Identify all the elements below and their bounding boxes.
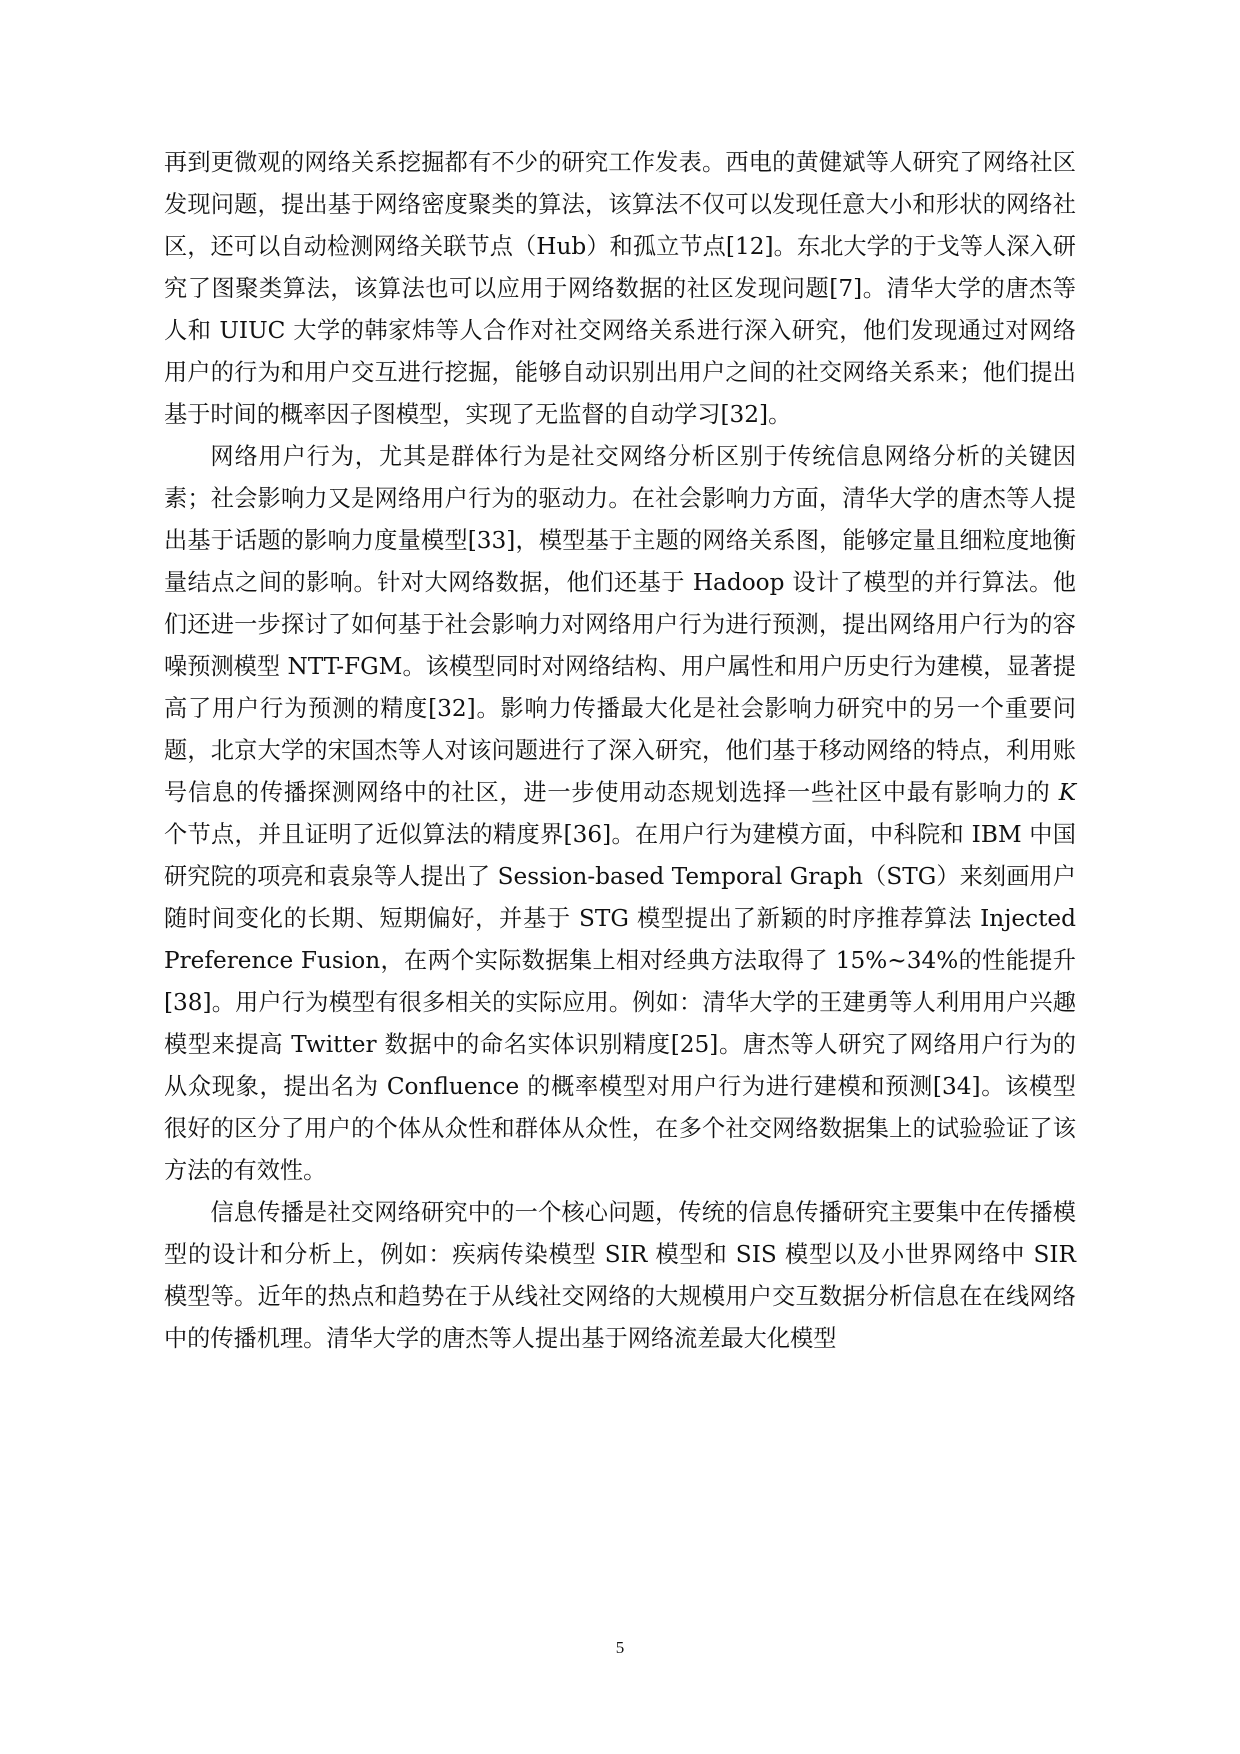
- paragraph-2: [164, 436, 1076, 1192]
- paragraph-2-part-2: 个节点，并且证明了近似算法的精度界[36]。在用户行为建模方面，中科院和 IBM 中国研究院的项亮和袁泉等人提出了 Session-based Temporal Graph（STG）来刻画用户随时间变化的长期、短期偏好，并基于 STG 模型提出了新颖的时序推荐算法 Injected Preference Fusion，在两个实际数据集上相对经典方法取得了 15%~34%的性能提升[38]。用户行为模型有很多相关的实际应用。例如：清华大学的王建勇等人利用用户兴趣模型来提高 Twitter 数据中的命名实体识别精度[25]。唐杰等人研究了网络用户行为的从众现象，提出名为 Confluence 的概率模型对用户行为进行建模和预测[34]。该模型很好的区分了用户的个体从众性和群体从众性，在多个社交网络数据集上的试验验证了该方法的有效性。: [164, 821, 1076, 1184]
- paragraph-2-part-1: 网络用户行为，尤其是群体行为是社交网络分析区别于传统信息网络分析的关键因素；社会影响力又是网络用户行为的驱动力。在社会影响力方面，清华大学的唐杰等人提出基于话题的影响力度量模型[33]，模型基于主题的网络关系图，能够定量且细粒度地衡量结点之间的影响。针对大网络数据，他们还基于 Hadoop 设计了模型的并行算法。他们还进一步探讨了如何基于社会影响力对网络用户行为进行预测，提出网络用户行为的容噪预测模型 NTT-FGM。该模型同时对网络结构、用户属性和用户历史行为建模，显著提高了用户行为预测的精度[32]。影响力传播最大化是社会影响力研究中的另一个重要问题，北京大学的宋国杰等人对该问题进行了深入研究，他们基于移动网络的特点，利用账号信息的传播探测网络中的社区，进一步使用动态规划选择一些社区中最有影响力的: [164, 443, 1076, 806]
- paragraph-3: 信息传播是社交网络研究中的一个核心问题，传统的信息传播研究主要集中在传播模型的设计和分析上，例如：疾病传染模型 SIR 模型和 SIS 模型以及小世界网络中 SIR 模型等。近年的热点和趋势在于从线社交网络的大规模用户交互数据分析信息在在线网络中的传播机理。清华大学的唐杰等人提出基于网络流差最大化模型: [164, 1199, 1076, 1352]
- variable-k: K: [1058, 779, 1077, 806]
- paragraph-1: 再到更微观的网络关系挖掘都有不少的研究工作发表。西电的黄健斌等人研究了网络社区发现问题，提出基于网络密度聚类的算法，该算法不仅可以发现任意大小和形状的网络社区，还可以自动检测网络关联节点（Hub）和孤立节点[12]。东北大学的于戈等人深入研究了图聚类算法，该算法也可以应用于网络数据的社区发现问题[7]。清华大学的唐杰等人和 UIUC 大学的韩家炜等人合作对社交网络关系进行深入研究，他们发现通过对网络用户的行为和用户交互进行挖掘，能够自动识别出用户之间的社交网络关系来；他们提出基于时间的概率因子图模型，实现了无监督的自动学习[32]。: [164, 149, 1076, 428]
- body-text: [164, 142, 1076, 1360]
- page-number: 5: [615, 1638, 625, 1657]
